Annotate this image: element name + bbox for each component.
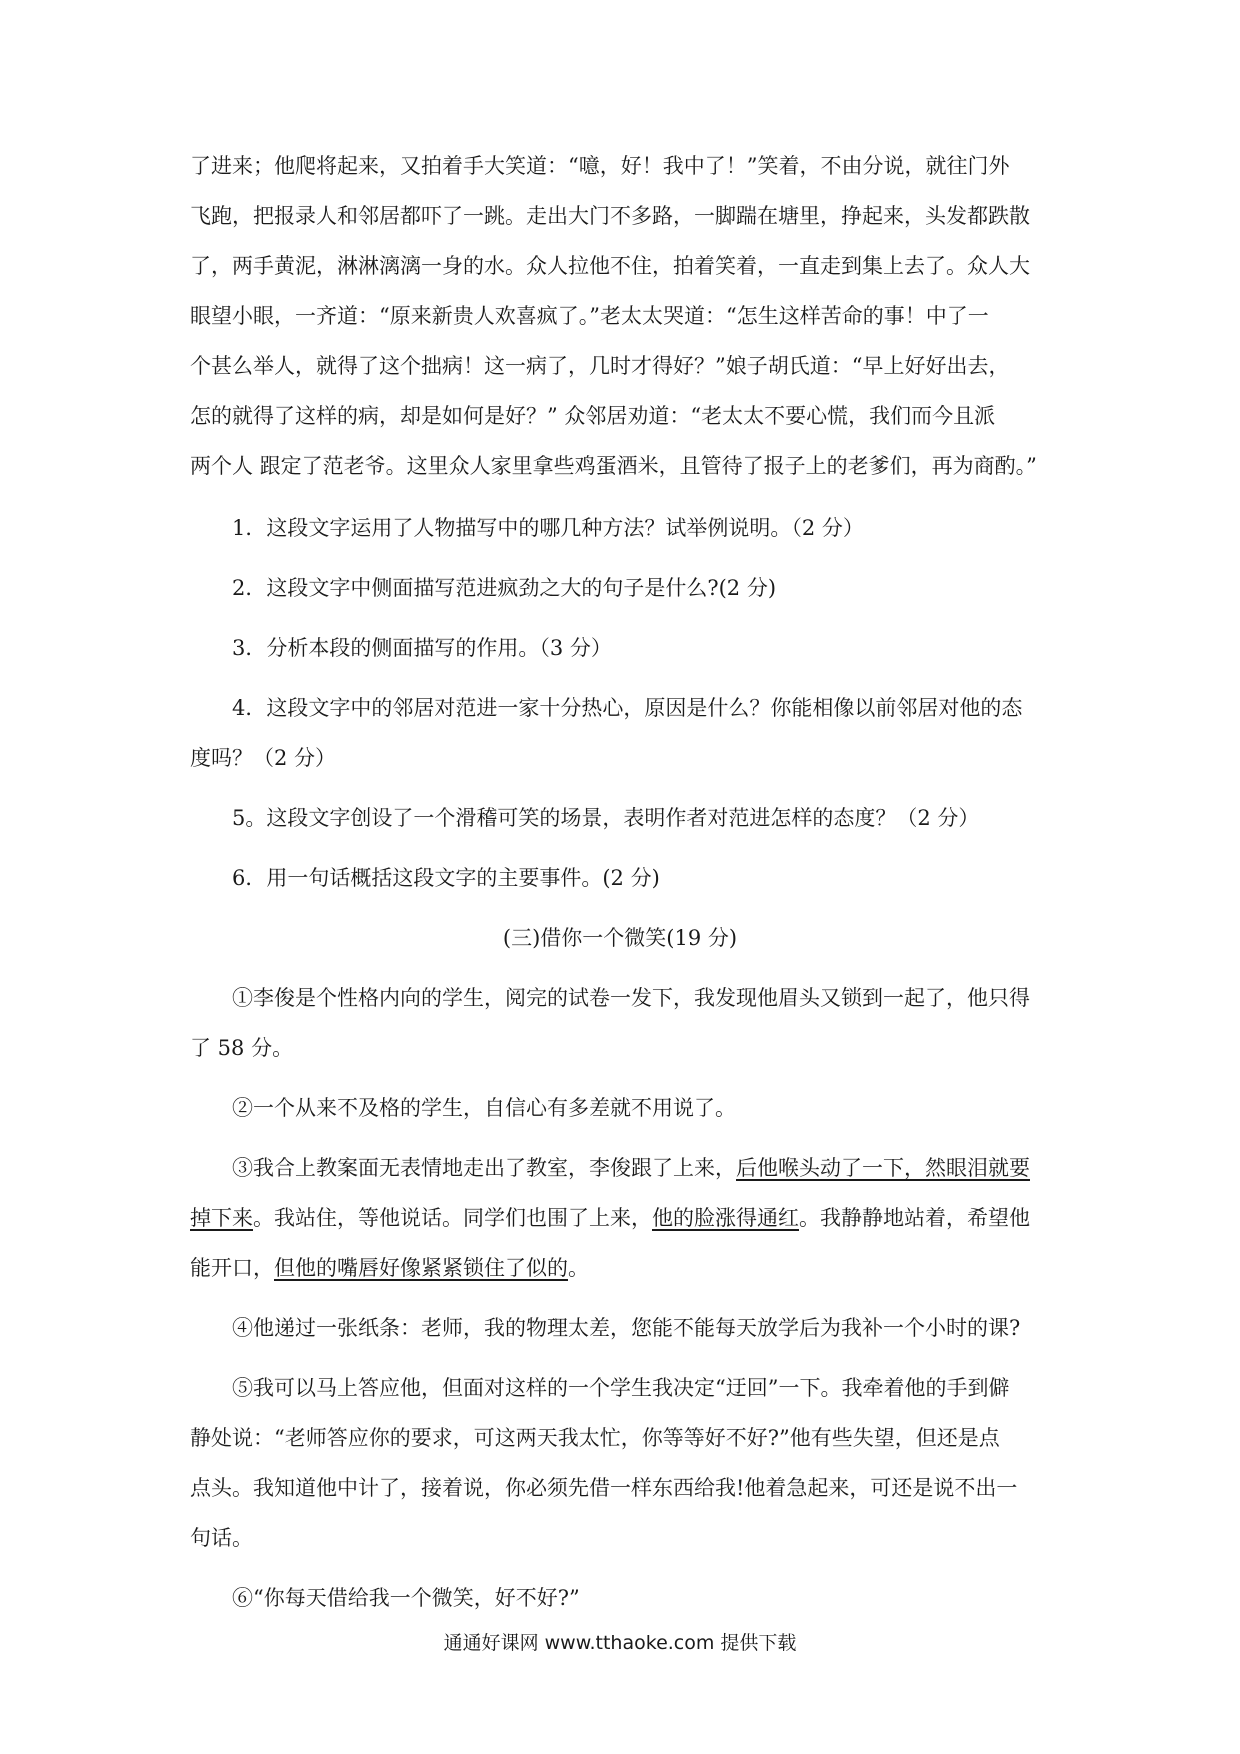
underlined-sentence: 掉下来 (190, 1206, 253, 1230)
underlined-sentence: 后他喉头动了一下，然眼泪就要 (736, 1156, 1030, 1180)
story-text: 。我静静地站着，希望他 (799, 1206, 1030, 1230)
passage-line: 了，两手黄泥，淋淋漓漓一身的水。众人拉他不住，拍着笑着，一直走到集上去了。众人大 (190, 254, 1030, 278)
question-4-line2: 度吗？（2 分） (190, 746, 337, 770)
story-text: 。我站住，等他说话。同学们也围了上来， (253, 1206, 652, 1230)
story-paragraph-3-line3 (190, 1243, 589, 1293)
question-3: 3．分析本段的侧面描写的作用。（3 分） (232, 636, 612, 660)
passage-line: 飞跑，把报录人和邻居都吓了一跳。走出大门不多路，一脚踹在塘里，挣起来，头发都跌散 (190, 204, 1030, 228)
story-paragraph-1-line2: 了 58 分。 (190, 1036, 294, 1060)
passage-line: 两个人 跟定了范老爷。这里众人家里拿些鸡蛋酒米，且管待了报子上的老爹们，再为商酌。” (190, 454, 1037, 478)
section-title: (三)借你一个微笑(19 分) (502, 926, 738, 950)
story-paragraph-5-line2: 静处说：“老师答应你的要求，可这两天我太忙，你等等好不好?”他有些失望，但还是点 (190, 1426, 1000, 1450)
story-paragraph-6: ⑥“你每天借给我一个微笑，好不好?” (232, 1586, 580, 1610)
passage-line: 了进来；他爬将起来，又拍着手大笑道：“噫，好！我中了！”笑着，不由分说，就往门外 (190, 154, 1010, 178)
question-4-line1: 4．这段文字中的邻居对范进一家十分热心，原因是什么？你能相像以前邻居对他的态 (232, 696, 1023, 720)
passage-line: 怎的就得了这样的病，却是如何是好？” 众邻居劝道：“老太太不要心慌，我们而今且派 (190, 404, 996, 428)
question-1: 1．这段文字运用了人物描写中的哪几种方法？试举例说明。（2 分） (232, 516, 864, 540)
question-6: 6．用一句话概括这段文字的主要事件。(2 分) (232, 866, 660, 890)
passage-paragraph (190, 141, 1060, 491)
story-paragraph-3-line1 (232, 1143, 1030, 1193)
passage-line: 个甚么举人，就得了这个拙病！这一病了，几时才得好？”娘子胡氏道：“早上好好出去， (190, 354, 1010, 378)
story-paragraph-3-line2 (190, 1193, 1030, 1243)
story-paragraph-4: ④他递过一张纸条：老师，我的物理太差，您能不能每天放学后为我补一个小时的课? (232, 1316, 1021, 1340)
story-paragraph-5-line3: 点头。我知道他中计了，接着说，你必须先借一样东西给我!他着急起来，可还是说不出一 (190, 1476, 1018, 1500)
question-2: 2．这段文字中侧面描写范进疯劲之大的句子是什么?(2 分) (232, 576, 777, 600)
story-paragraph-5-line1: ⑤我可以马上答应他，但面对这样的一个学生我决定“迂回”一下。我牵着他的手到僻 (232, 1376, 1010, 1400)
page-footer: 通通好课网 www.tthaoke.com 提供下载 (443, 1632, 797, 1654)
question-5: 5。这段文字创设了一个滑稽可笑的场景，表明作者对范进怎样的态度？（2 分） (232, 806, 980, 830)
story-text: 能开口， (190, 1256, 274, 1280)
story-paragraph-5-line4: 句话。 (190, 1526, 253, 1550)
story-paragraph-1-line1: ①李俊是个性格内向的学生，阅完的试卷一发下，我发现他眉头又锁到一起了，他只得 (232, 986, 1030, 1010)
underlined-sentence: 他的脸涨得通红 (652, 1206, 799, 1230)
story-text: 。 (568, 1256, 589, 1280)
passage-line: 眼望小眼，一齐道：“原来新贵人欢喜疯了。”老太太哭道：“怎生这样苦命的事！中了一 (190, 304, 989, 328)
story-paragraph-2: ②一个从来不及格的学生，自信心有多差就不用说了。 (232, 1096, 736, 1120)
underlined-sentence: 但他的嘴唇好像紧紧锁住了似的 (274, 1256, 568, 1280)
story-text: ③我合上教案面无表情地走出了教室，李俊跟了上来， (232, 1156, 736, 1180)
